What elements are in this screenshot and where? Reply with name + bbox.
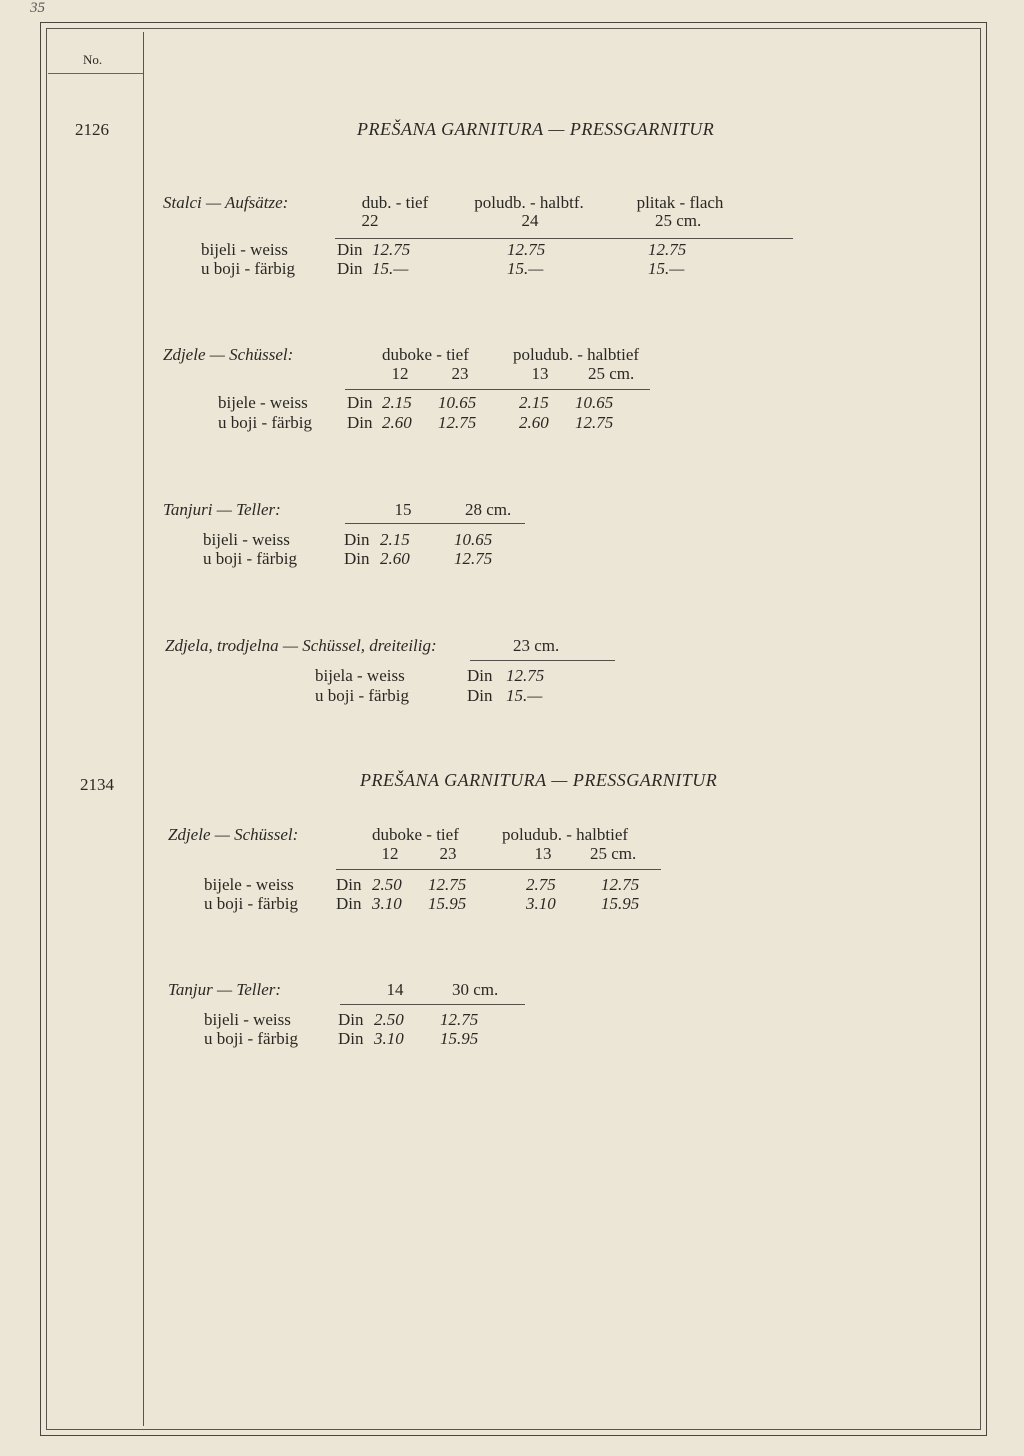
column-header: poludub. - halbtief	[502, 825, 629, 844]
price-value: 12.75	[454, 549, 493, 568]
price-value: 12.75	[575, 413, 614, 432]
row-label: bijeli - weiss	[204, 1010, 291, 1029]
table-rule	[335, 238, 793, 239]
row-label: u boji - färbig	[315, 686, 409, 705]
size-value: 23	[451, 364, 469, 383]
price-prefix: Din	[338, 1029, 364, 1048]
price-value: 10.65	[438, 393, 477, 412]
number-column-divider	[143, 32, 144, 1426]
price-value: 15.—	[372, 259, 409, 278]
column-header: poludb. - halbtf.	[474, 193, 584, 212]
column-header: duboke - tief	[372, 825, 459, 844]
column-header: plitak - flach	[636, 193, 724, 212]
price-value: 12.75	[506, 666, 545, 685]
row-label: u boji - färbig	[201, 259, 295, 278]
row-label: bijela - weiss	[315, 666, 405, 685]
size-value: 14	[386, 980, 404, 999]
size-value: 24	[521, 211, 539, 230]
price-value: 3.10	[526, 894, 556, 913]
price-value: 15.—	[507, 259, 544, 278]
size-value: 23 cm.	[513, 636, 560, 655]
table-rule	[345, 389, 650, 390]
price-value: 12.75	[648, 240, 687, 259]
price-value: 12.75	[507, 240, 546, 259]
size-value: 23	[439, 844, 457, 863]
price-prefix: Din	[344, 549, 370, 568]
item-number: 2134	[80, 775, 114, 794]
group-label: Zdjele — Schüssel:	[168, 825, 299, 844]
size-value: 22	[361, 211, 379, 230]
table-rule	[340, 1004, 525, 1005]
price-value: 2.60	[519, 413, 549, 432]
row-label: u boji - färbig	[204, 1029, 298, 1048]
price-prefix: Din	[337, 240, 363, 259]
price-value: 2.60	[382, 413, 412, 432]
price-prefix: Din	[467, 686, 493, 705]
group-label: Stalci — Aufsätze:	[163, 193, 289, 212]
row-label: u boji - färbig	[203, 549, 297, 568]
price-value: 3.10	[372, 894, 402, 913]
price-prefix: Din	[467, 666, 493, 685]
price-value: 12.75	[601, 875, 640, 894]
price-prefix: Din	[337, 259, 363, 278]
price-value: 12.75	[428, 875, 467, 894]
price-value: 2.60	[380, 549, 410, 568]
price-value: 2.15	[519, 393, 549, 412]
group-label: Zdjele — Schüssel:	[163, 345, 294, 364]
row-label: u boji - färbig	[218, 413, 312, 432]
column-header: duboke - tief	[382, 345, 469, 364]
table-rule	[345, 523, 525, 524]
size-value: 13	[531, 364, 549, 383]
price-prefix: Din	[347, 413, 373, 432]
price-prefix: Din	[336, 875, 362, 894]
item-title: PREŠANA GARNITURA — PRESSGARNITUR	[360, 770, 718, 790]
number-column-header: No.	[83, 52, 103, 67]
size-value: 28 cm.	[465, 500, 512, 519]
row-label: bijele - weiss	[204, 875, 294, 894]
price-value: 2.15	[380, 530, 410, 549]
size-value: 25 cm.	[655, 211, 702, 230]
row-label: bijeli - weiss	[201, 240, 288, 259]
column-header: dub. - tief	[361, 193, 429, 212]
price-value: 10.65	[454, 530, 493, 549]
row-label: bijeli - weiss	[203, 530, 290, 549]
row-label: u boji - färbig	[204, 894, 298, 913]
page-number: 35	[30, 0, 45, 16]
column-header: poludub. - halbtief	[513, 345, 640, 364]
price-value: 2.75	[526, 875, 556, 894]
price-prefix: Din	[344, 530, 370, 549]
price-value: 12.75	[440, 1010, 479, 1029]
size-value: 15	[394, 500, 412, 519]
item-number: 2126	[75, 120, 109, 139]
size-value: 12	[381, 844, 399, 863]
header-rule	[48, 73, 143, 74]
group-label: Tanjuri — Teller:	[163, 500, 281, 519]
price-prefix: Din	[336, 894, 362, 913]
size-value: 25 cm.	[590, 844, 637, 863]
group-label: Zdjela, trodjelna — Schüssel, dreiteilig:	[165, 636, 437, 655]
price-value: 2.15	[382, 393, 412, 412]
price-value: 2.50	[374, 1010, 404, 1029]
price-value: 3.10	[374, 1029, 404, 1048]
size-value: 25 cm.	[588, 364, 635, 383]
price-value: 10.65	[575, 393, 614, 412]
price-prefix: Din	[347, 393, 373, 412]
price-value: 2.50	[372, 875, 402, 894]
size-value: 12	[391, 364, 409, 383]
table-rule	[470, 660, 615, 661]
price-value: 15.95	[601, 894, 640, 913]
size-value: 13	[534, 844, 552, 863]
table-rule	[336, 869, 661, 870]
price-value: 12.75	[372, 240, 411, 259]
price-value: 12.75	[438, 413, 477, 432]
price-value: 15.—	[648, 259, 685, 278]
size-value: 30 cm.	[452, 980, 499, 999]
price-value: 15.95	[428, 894, 467, 913]
group-label: Tanjur — Teller:	[168, 980, 282, 999]
price-value: 15.—	[506, 686, 543, 705]
price-value: 15.95	[440, 1029, 479, 1048]
item-title: PREŠANA GARNITURA — PRESSGARNITUR	[357, 119, 715, 139]
row-label: bijele - weiss	[218, 393, 308, 412]
price-prefix: Din	[338, 1010, 364, 1029]
